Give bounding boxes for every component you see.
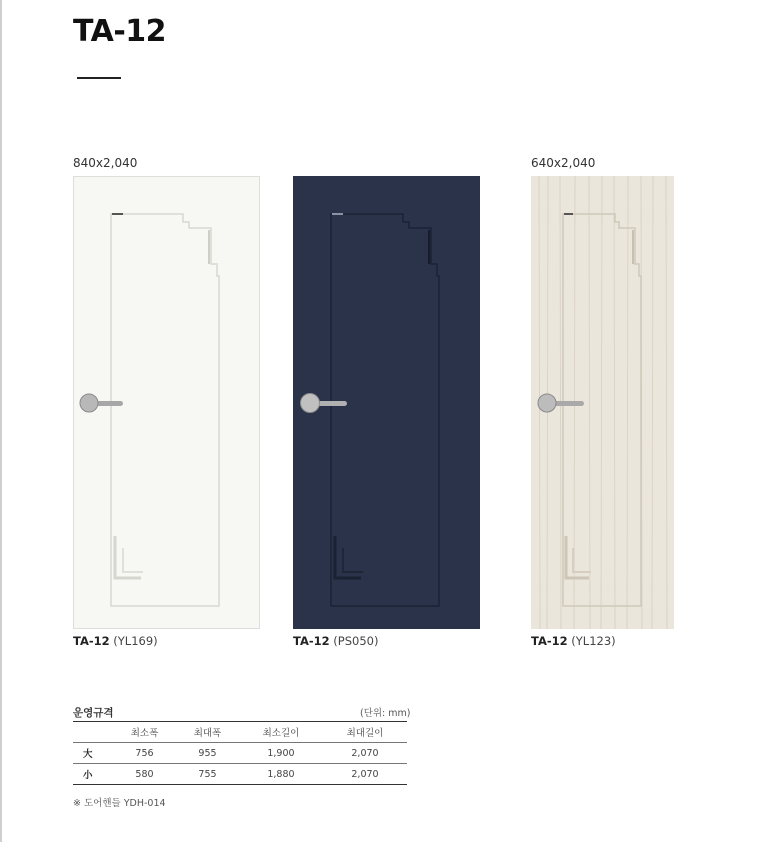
table-cell: 1,880	[267, 768, 295, 780]
door-caption-wood	[531, 634, 616, 648]
table-row	[73, 764, 407, 785]
column-header: 최소폭	[130, 728, 159, 739]
table-cell: 2,070	[351, 747, 379, 759]
table-row	[73, 743, 407, 764]
spec-table	[73, 721, 407, 785]
door-wood-svg	[531, 176, 674, 629]
table-cell: 755	[198, 768, 217, 780]
door-navy-svg	[293, 176, 480, 629]
table-cell: 1,900	[267, 747, 295, 759]
table-cell: 2,070	[351, 768, 379, 780]
door-image-wood	[531, 176, 674, 629]
column-header: 최대길이	[346, 728, 384, 739]
door-model: TA-12	[293, 634, 330, 648]
door-size-label: 840x2,040	[73, 156, 138, 170]
row-label: 小	[83, 770, 93, 781]
door-handle-rosette	[301, 394, 320, 413]
table-header-row	[73, 722, 407, 743]
door-code: (PS050)	[333, 634, 379, 648]
spec-title: 운영규격	[73, 707, 114, 719]
spec-unit: (단위: mm)	[360, 708, 411, 719]
door-image-navy	[293, 176, 480, 629]
door-white-svg	[73, 176, 260, 629]
door-caption-white	[73, 634, 158, 648]
door-model: TA-12	[73, 634, 110, 648]
title-underline	[77, 77, 121, 79]
door-size-label: 640x2,040	[531, 156, 596, 170]
door-code: (YL169)	[113, 634, 158, 648]
product-title: TA-12	[73, 14, 167, 49]
page-edge-line	[0, 0, 2, 842]
table-cell: 955	[198, 747, 217, 759]
handle-note: ※ 도어핸들 YDH-014	[73, 798, 166, 809]
door-handle-rosette	[80, 394, 98, 412]
table-cell: 580	[135, 768, 154, 780]
table-corner	[73, 722, 113, 743]
column-header: 최소길이	[262, 728, 300, 739]
door-handle-rosette	[538, 394, 556, 412]
door-code: (YL123)	[571, 634, 616, 648]
door-caption-navy	[293, 634, 378, 648]
table-cell: 756	[135, 747, 154, 759]
column-header: 최대폭	[193, 728, 222, 739]
door-image-white	[73, 176, 260, 629]
door-model: TA-12	[531, 634, 568, 648]
row-label: 大	[83, 749, 93, 760]
